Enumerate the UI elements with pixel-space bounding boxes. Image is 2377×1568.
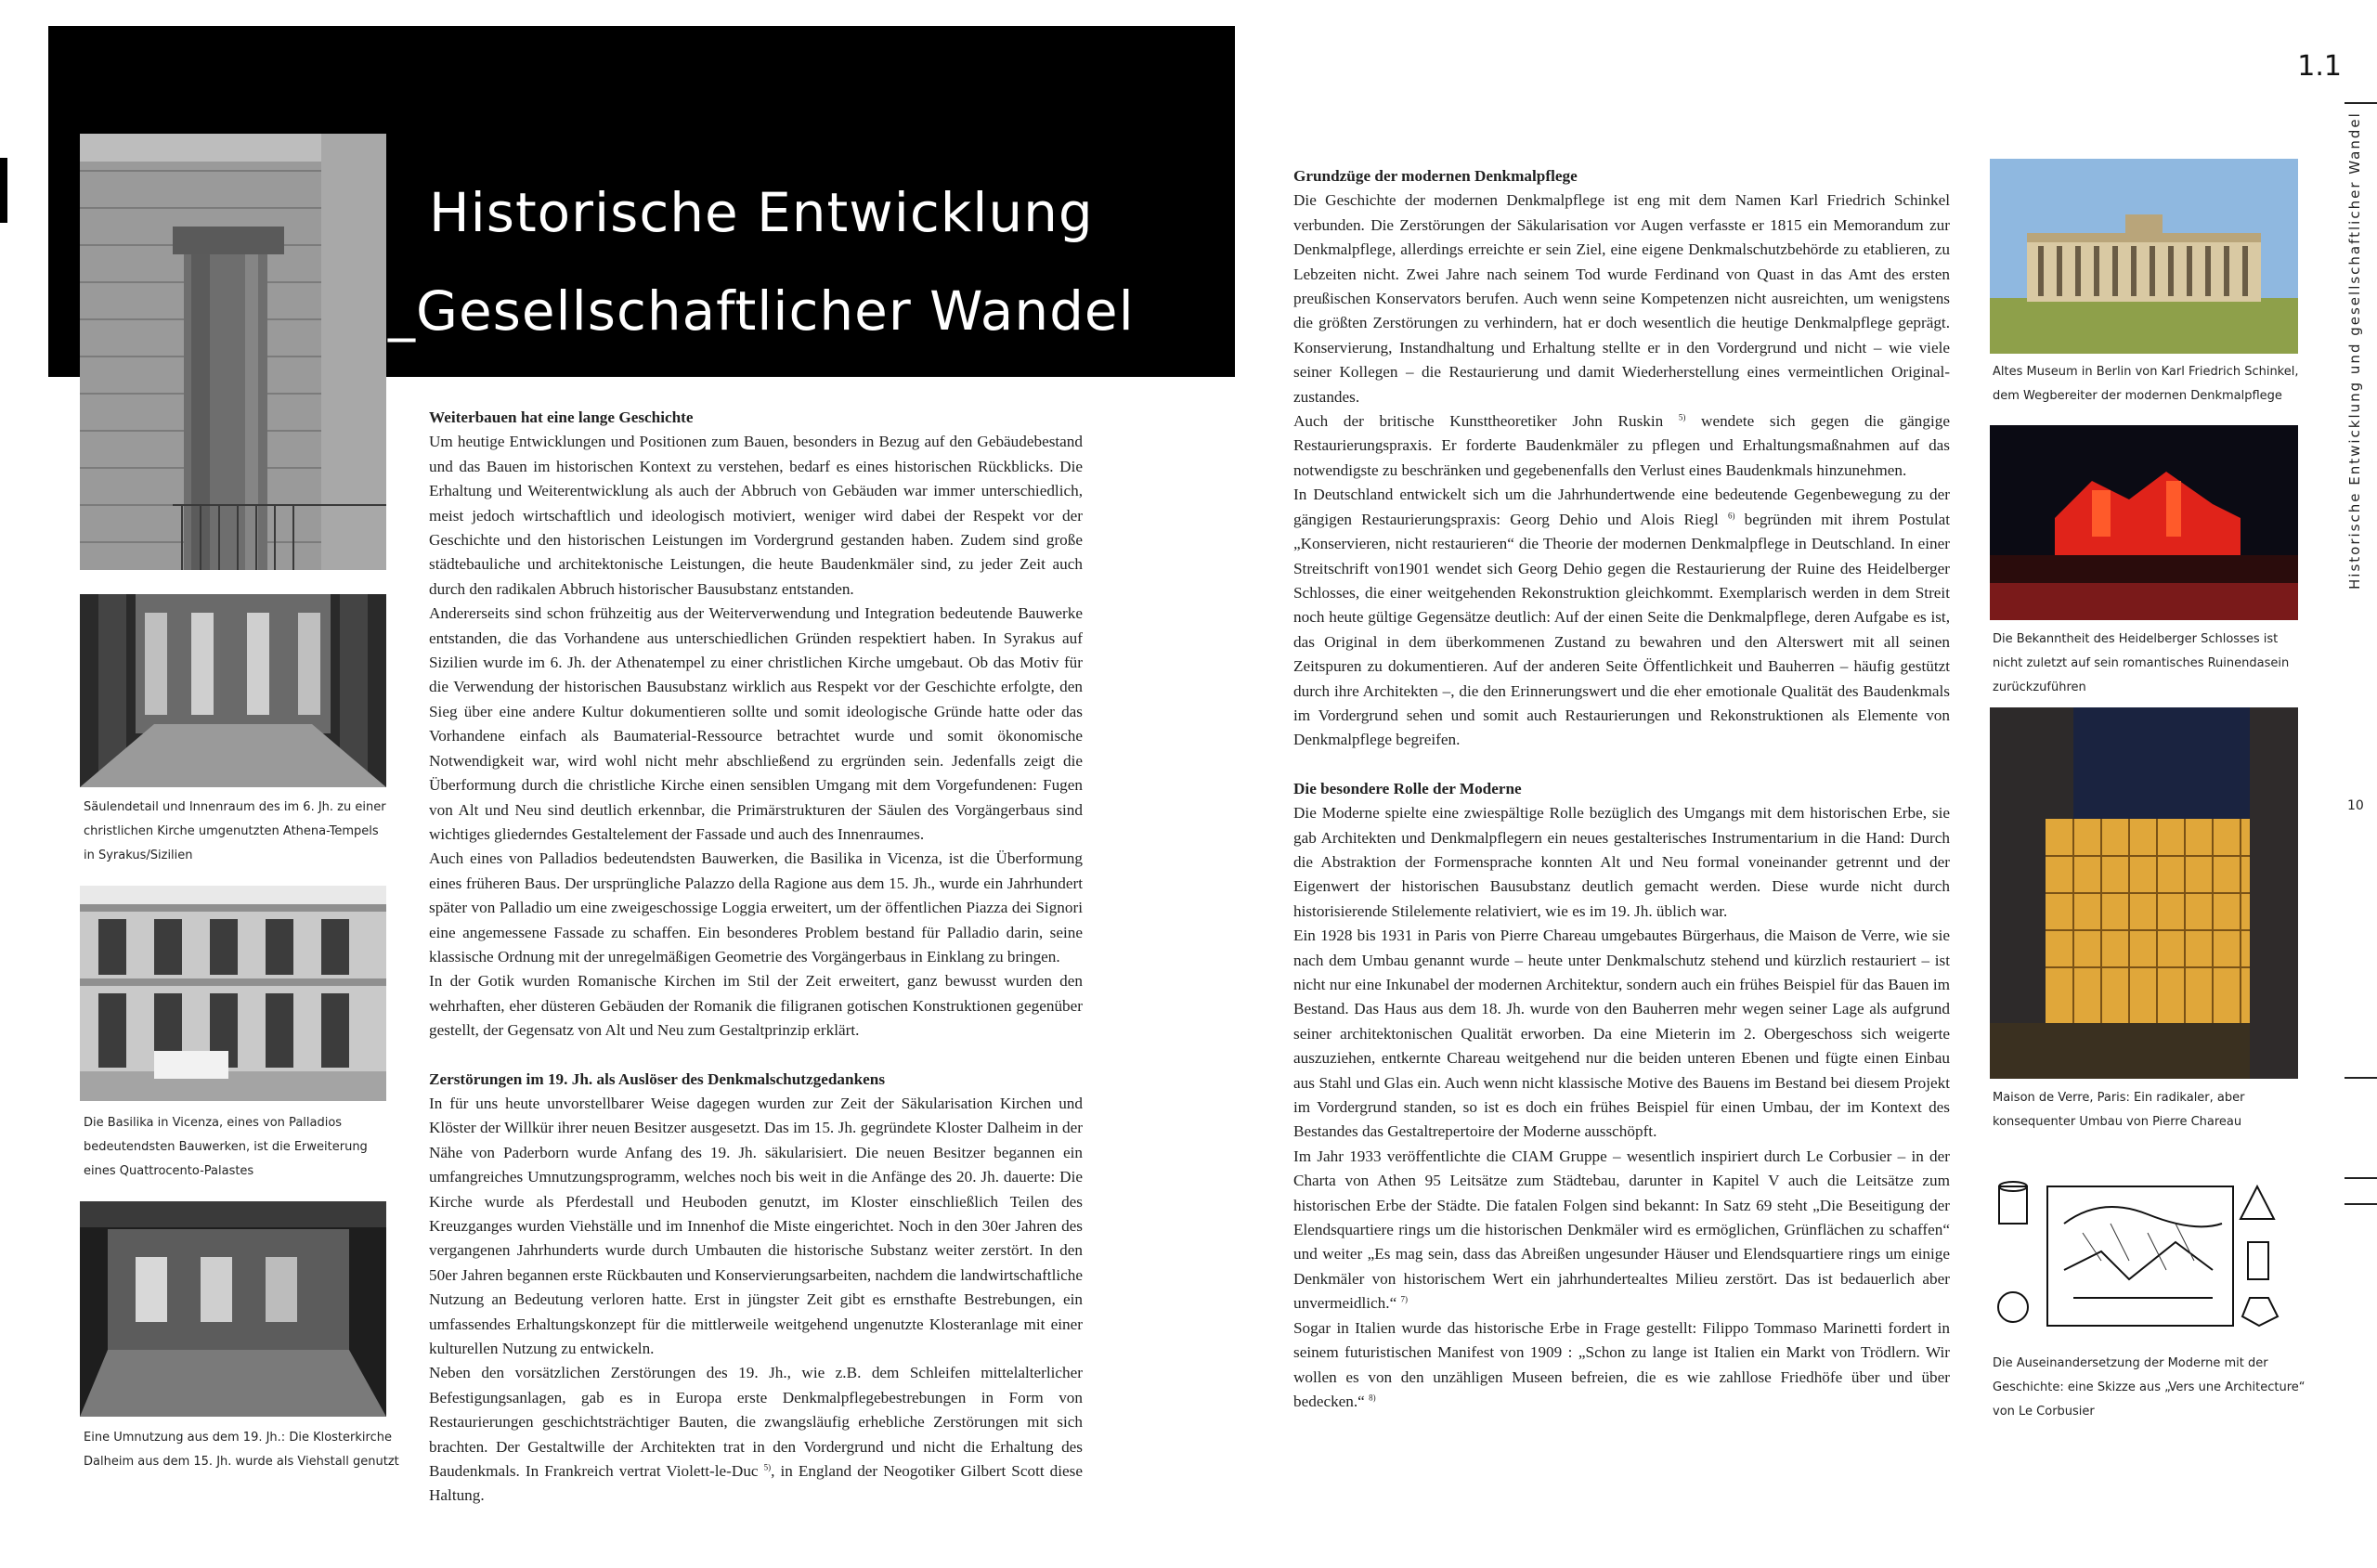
- page-folio: 10: [2347, 798, 2364, 813]
- section-heading: Grundzüge der modernen Denkmalpflege: [1293, 167, 1578, 185]
- stable-photo: [80, 1201, 386, 1417]
- interior-photo: [80, 594, 386, 787]
- paragraph: Die Geschichte der modernen Denkmalpflege ist eng mit dem Namen Karl Friedrich Schinkel verbunden. Die Zerstörungen der Säkularisation vor Augen verfasste er 1815 ein Memorandum zur Denkmalpflege, allerdings erreichte er sein Ziel, eine eigene Denkmalschutzbehörde zu etablieren, zu Lebzeiten nicht. Zwei Jahre nach seinem Tod wurde Ferdinand von Quast in das Amt des ersten preußischen Konservators berufen. Auch wenn seine Kompetenzen nicht ausreichten, um wenigstens die größten Zerstörungen zu verhindern, hat er doch wesentlich die heutige Denkmalpflege geprägt. Konservierung, Instandhaltung und Erhaltung stellte er in den Vordergrund und nicht – wie viele seiner Kollegen – die Restaurierung und damit Wiederherstellung eines vermeintlichen Original-zustandes.: [1293, 191, 1950, 406]
- footnote-ref: 5): [763, 1462, 772, 1472]
- column-photo: [80, 134, 386, 570]
- caption-line: Geschichte: eine Skizze aus „Vers une Architecture“: [1993, 1380, 2306, 1394]
- margin-rule: [2345, 1177, 2377, 1179]
- caption-line: Eine Umnutzung aus dem 19. Jh.: Die Klosterkirche: [84, 1431, 392, 1445]
- paragraph: Um heutige Entwicklungen und Positionen zum Bauen, besonders in Bezug auf den Gebäudebestand und das Bauen im historischen Kontext zu verstehen, bedarf es eines historischen Rückblicks. Die Erhaltung und Weiterentwicklung als auch der Abbruch von Gebäuden war immer unterschiedlich, meist jedoch wirtschaftlich und ideologisch motiviert, weniger wird dabei der Respekt vor der Geschichte und den historischen Leistungen im Vordergrund gestanden haben. Zudem sind große städtebauliche und architektonische Leistungen, die heute Baudenkmäler sind, zu jeder Zeit auch durch den radikalen Abbruch historischer Bausubstanz entstanden.: [429, 433, 1083, 598]
- paragraph: Auch eines von Palladios bedeutendsten Bauwerken, die Basilika in Vicenza, ist die Überformung eines früheren Baus. Der ursprüngliche Palazzo della Ragione aus dem 15. Jh., wurde ein Jahrhundert später von Palladio um eine zweigeschossige Loggia erweitert, um der öffentlichen Piazza dei Signori eine angemessene Fassade zu schaffen. Ein besonderes Problem bestand für Palladio darin, seine klassische Ordnung mit der unregelmäßigen Geometrie des Vorgängerbaus in Einklang zu bringen.: [429, 849, 1083, 965]
- footnote-ref: 6): [1727, 510, 1735, 520]
- text-column-right: [1293, 164, 1950, 1414]
- paragraph: Andererseits sind schon frühzeitig aus der Weiterverwendung und Integration bedeutende Bauwerke entstanden, die das Vorhandene aus unterschiedlichen Gründen respektiert haben. In Syrakus auf Sizilien wurde im 6. Jh. der Athenatempel zu einer christlichen Kirche umgebaut. Ob das Motiv für die Verwendung der historischen Bausubstanz wirklich aus Respekt vor der Geschichte erfolgte, den Sieg über eine andere Kultur dokumentieren sollte und somit ideologische Gründe hatte oder das Vorhandene einfach als Baumaterial-Ressource betrachtet wurde und somit ökonomische Notwendigkeit war, wird wohl nicht mehr abschließend zu ergründen sein. Jedenfalls zeigt die Überformung durch die christliche Kirche einen sensiblen Umgang mit dem Vorgefundenen: Fugen von Alt und Neu sind deutlich erkennbar, die Primärstrukturen der Säulen des Vorgängerbaus sind wichtiges gliederndes Gestaltelement der Fassade und auch des Innenraumes.: [429, 604, 1083, 843]
- basilica-photo: [80, 886, 386, 1101]
- caption-line: Altes Museum in Berlin von Karl Friedrich Schinkel,: [1993, 365, 2299, 379]
- section-heading: Zerstörungen im 19. Jh. als Auslöser des Denkmalschutzgedankens: [429, 1069, 886, 1088]
- caption-line: Dalheim aus dem 15. Jh. wurde als Viehstall genutzt: [84, 1455, 399, 1469]
- margin-rule: [2345, 1203, 2377, 1205]
- caption-corbusier: [1993, 1352, 2327, 1424]
- caption-line: von Le Corbusier: [1993, 1405, 2095, 1419]
- paragraph-text: wendete sich gegen die gängige Restaurierungspraxis. Er forderte Baudenkmäler zu pflegen und Erhaltungsmaßnahmen auf das notwendigste zu beschränken und gegebenenfalls den Verlust eines Baudenkmals hinzunehmen.: [1293, 412, 1950, 479]
- footnote-ref: 5): [1678, 412, 1686, 422]
- caption-vicenza: [84, 1111, 399, 1184]
- caption-line: in Syrakus/Sizilien: [84, 849, 193, 862]
- paragraph: [1293, 409, 1950, 483]
- paragraph-text: begründen mit ihrem Postulat „Konservieren, nicht restaurieren“ die Theorie der modernen Denkmalpflege in Deutschland. In einer Streitschrift von1901 wendet sich Georg Dehio gegen die Restaurierung der Ruine des Heidelberger Schlosses, die einer weitgehenden Rekonstruktion gleichkommt. Exemplarisch werden in dem Streit noch heute gültige Gegensätze deutlich: Auf der einen Seite die Denkmalpflege, deren Aufgabe es ist, das Original in dem überkommenen Zustand zu bewahren und den Alterswert mit all seinen Zeitspuren zu dokumentieren. Auf der anderen Seite Öffentlichkeit und Bauherren – häufig gestützt durch ihre Architekten –, die den Erinnerungswert und die eher emotionale Qualität des Baudenkmals im Vordergrund sehen und somit auch Restaurierungen und Rekonstruktionen als Elemente von Denkmalpflege begreifen.: [1293, 510, 1951, 749]
- paragraph: [1293, 1145, 1950, 1316]
- paragraph-text: , in England der Neogotiker Gilbert Scott diese Haltung.: [429, 1462, 1083, 1505]
- caption-line: Maison de Verre, Paris: Ein radikaler, aber: [1993, 1091, 2245, 1105]
- paragraph-text: Im Jahr 1933 veröffentlichte die CIAM Gruppe – wesentlich inspiriert durch Le Corbusier – in der Charta von Athen 95 Leitsätze zum Städtebau, darunter in Kapitel V auch die Leitsätze zum historischen Erbe der Städte. Die fatalen Folgen sind bekannt: In Satz 69 steht „Die Beseitigung der Elendsquartiere rings um die historischen Denkmäler wird es ermöglichen, Grünflächen zu schaffen“ und weiter „Es mag sein, dass das Abreißen ungesunder Häuser und Elendsquartiere rings um einige Denkmäler von historischem Wert ein jahrhundertealtes Milieu zerstört. Das ist bedauerlich aber unvermeidlich.“: [1293, 1147, 1950, 1313]
- caption-museum: [1993, 360, 2308, 408]
- text-column-left: [429, 406, 1083, 1509]
- caption-heidelberg: [1993, 628, 2308, 700]
- page-title: Historische Entwicklung: [429, 181, 1094, 244]
- paragraph: Ein 1928 bis 1931 in Paris von Pierre Chareau umgebautes Bürgerhaus, die Maison de Verre, wie sie nach dem Umbau genannt wurde – heute unter Denkmalschutz stehend und kürzlich restauriert – ist nicht nur eine Inkunabel der modernen Architektur, sondern auch ein frühes Beispiel für das Bauen im Bestand. Das Haus aus dem 18. Jh. wurde von den Bauherren mehr wegen seiner Lage als aufgrund seiner architektonischen Qualität erworben. Da eine Mieterin im 2. Obergeschoss sich weigerte auszuziehen, entkernte Chareau weitgehend nur die beiden unteren Ebenen und fügte einen Einbau aus Stahl und Glas ein. Auch wenn nicht klassische Motive des Bauens im Bestand bei diesem Projekt im Vordergrund standen, so ist es doch ein frühes Beispiel für einen Umbau, der im Kontext des Bestandes das Gestaltrepertoire der Moderne ausschöpft.: [1293, 927, 1950, 1141]
- caption-line: zurückzuführen: [1993, 680, 2086, 694]
- castle-photo: [1990, 425, 2298, 620]
- paragraph-text: Sogar in Italien wurde das historische Erbe in Frage gestellt: Filippo Tommaso Marinetti fordert in seinem futuristischen Manifest von 1909 : „Schon zu lange ist Italien ein Markt von Trödlern. Wir wollen es von den unzähligen Museen befreien, die es wie zahllose Friedhöfe über und über bedecken.“: [1293, 1318, 1950, 1410]
- paragraph-text: Auch der britische Kunsttheoretiker John Ruskin: [1293, 412, 1664, 431]
- caption-line: bedeutendsten Bauwerken, ist die Erweiterung: [84, 1140, 368, 1154]
- paragraph: In der Gotik wurden Romanische Kirchen im Stil der Zeit erweitert, ganz bewusst wurden den wehrhaften, eher düsteren Gebäuden der Romanik die filigranen gotischen Konstruktionen gegenüber gestellt, der Gegensatz von Alt und Neu zum Gestaltprinzip erklärt.: [429, 972, 1083, 1040]
- caption-line: Säulendetail und Innenraum des im 6. Jh. zu einer: [84, 800, 386, 814]
- caption-line: eines Quattrocento-Palastes: [84, 1164, 254, 1178]
- section-heading: Die besondere Rolle der Moderne: [1293, 779, 1522, 797]
- caption-line: dem Wegbereiter der modernen Denkmalpflege: [1993, 389, 2282, 403]
- paragraph-text: Neben den vorsätzlichen Zerstörungen des 19. Jh., wie z.B. dem Schleifen mittelalterlicher Befestigungsanlagen, gab es in Europa erste Denkmalpflegebestrebungen in Form von Restaurierungen geschichtsträchtiger Bauten, die zwangsläufig erhebliche Zerstörungen mit sich brachten. Der Gestaltwille der Architekten trat in den Vordergrund und nicht die Erhaltung des Baudenkmals. In Frankreich vertrat Violett-le-Duc: [429, 1364, 1083, 1481]
- paragraph-text: In Deutschland entwickelt sich um die Jahrhundertwende eine bedeutende Gegenbewegung zu der gängigen Restaurierungspraxis: Georg Dehio und Alois Riegl: [1293, 486, 1950, 528]
- paragraph: [1293, 483, 1950, 752]
- caption-line: Die Bekanntheit des Heidelberger Schlosses ist: [1993, 632, 2279, 646]
- caption-line: Die Basilika in Vicenza, eines von Palladios: [84, 1116, 343, 1130]
- section-heading: Weiterbauen hat eine lange Geschichte: [429, 408, 694, 426]
- glasshouse-photo: [1990, 707, 2298, 1079]
- museum-photo: [1990, 159, 2298, 354]
- caption-line: Die Auseinandersetzung der Moderne mit der: [1993, 1356, 2268, 1370]
- paragraph: Die Moderne spielte eine zwiespältige Rolle bezüglich des Umgangs mit dem historischen Erbe, sie gab Architekten und Denkmalpflegern ein neues gestalterisches Instrumentarium in die Hand: Durch die Abstraktion der Formensprache konnten Alt und Neu formal voneinander getrennt und der Eigenwert der historischen Bausubstanz deutlich gemacht werden. Diese wurde nicht durch historisierende Stilelemente relativiert, wie es im 19. Jh. üblich war.: [1293, 804, 1950, 920]
- caption-dalheim: [84, 1426, 418, 1474]
- margin-rule: [2345, 102, 2377, 104]
- paragraph: [1293, 1316, 1950, 1415]
- paragraph: [429, 1361, 1083, 1508]
- caption-line: nicht zuletzt auf sein romantisches Ruinendasein: [1993, 656, 2290, 670]
- edge-marker: [0, 158, 7, 223]
- footnote-ref: 7): [1400, 1294, 1408, 1304]
- section-number: 1.1: [2297, 50, 2342, 83]
- running-title-text: Historische Entwicklung und gesellschaftlicher Wandel: [2346, 111, 2363, 590]
- page-subtitle: _Gesellschaftlicher Wandel: [388, 279, 1135, 343]
- footnote-ref: 8): [1369, 1393, 1376, 1403]
- sketch-image: [1990, 1168, 2298, 1344]
- caption-verre: [1993, 1086, 2308, 1134]
- caption-line: konsequenter Umbau von Pierre Chareau: [1993, 1115, 2242, 1129]
- caption-line: christlichen Kirche umgenutzten Athena-Tempels: [84, 824, 379, 838]
- margin-rule: [2345, 1077, 2377, 1079]
- caption-syrakus: [84, 796, 399, 868]
- running-title: [2345, 111, 2369, 590]
- paragraph: In für uns heute unvorstellbarer Weise dagegen wurden zur Zeit der Säkularisation Kirchen und Klöster der Willkür ihrer neuen Besitzer ausgesetzt. Das im 15. Jh. gegründete Kloster Dalheim in der Nähe von Paderborn wurde Anfang des 19. Jh. säkularisiert. Die neuen Besitzer begannen ein umfangreiches Umnutzungsprogramm, welches noch bis weit in die Anfänge des 20. Jh. dauerte: Die Kirche wurde als Pferdestall und Heuboden genutzt, im Kloster einschließlich Teilen des Kreuzganges wurden Viehställe und im Innenhof die Miste eingerichtet. Noch in den 30er Jahren des vergangenen Jahrhunderts wurde durch Umbauten die historische Substanz weiter zerstört. In den 50er Jahren begannen erste Rückbauten und Konservierungsarbeiten, nachdem die landwirtschaftliche Nutzung an Bedeutung verloren hatte. Erst in jüngster Zeit gibt es ernsthafte Bestrebungen, ein umfassendes Erhaltungskonzept für die mittlerweile weitgehend ungenutzte Klosteranlage mit einer kulturellen Nutzung zu entwickeln.: [429, 1094, 1083, 1358]
